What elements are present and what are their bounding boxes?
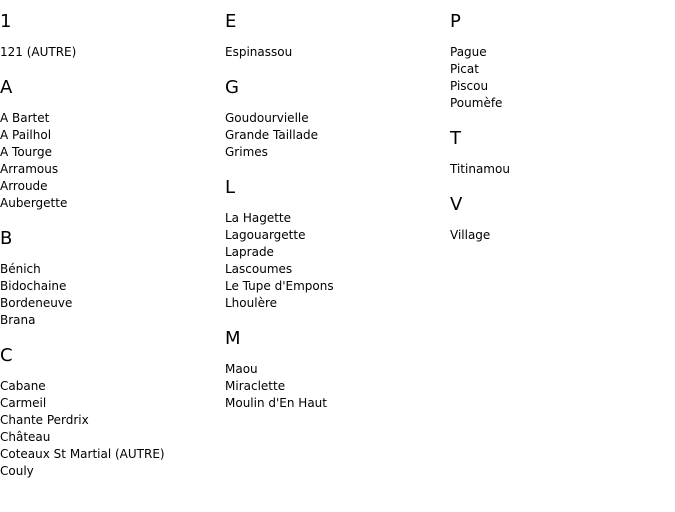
list-item[interactable]: Titinamou [450, 162, 510, 176]
list-item[interactable]: Village [450, 228, 491, 242]
group-heading: C [0, 345, 13, 366]
group-heading: M [225, 328, 241, 349]
list-item[interactable]: Espinassou [225, 45, 293, 59]
index-column-2 [225, 12, 445, 429]
list-item[interactable]: A Pailhol [0, 128, 52, 142]
list-item[interactable]: Grande Taillade [225, 128, 319, 142]
letter-group [450, 12, 670, 112]
list-item[interactable]: Bénich [0, 262, 41, 276]
list-item[interactable]: La Hagette [225, 211, 292, 225]
list-item[interactable]: Brana [0, 313, 36, 327]
list-item[interactable]: Bordeneuve [0, 296, 73, 310]
list-item[interactable]: Grimes [225, 145, 268, 159]
list-item[interactable]: Coteaux St Martial (AUTRE) [0, 447, 165, 461]
list-item[interactable]: Pague [450, 45, 487, 59]
list-item[interactable]: Piscou [450, 79, 489, 93]
group-heading: T [450, 128, 461, 149]
group-heading: L [225, 177, 236, 198]
list-item[interactable]: Moulin d'En Haut [225, 396, 327, 410]
list-item[interactable]: Carmeil [0, 396, 47, 410]
letter-group [450, 129, 670, 178]
list-item[interactable]: Goudourvielle [225, 111, 309, 125]
group-heading: E [225, 11, 237, 32]
list-item[interactable]: Arramous [0, 162, 59, 176]
group-heading: B [0, 228, 13, 249]
list-item[interactable]: Arroude [0, 179, 48, 193]
list-item[interactable]: Château [0, 430, 51, 444]
list-item[interactable]: Picat [450, 62, 479, 76]
index-column-3 [450, 12, 670, 261]
group-heading: 1 [0, 11, 12, 32]
list-item[interactable]: Lagouargette [225, 228, 306, 242]
list-item[interactable]: Chante Perdrix [0, 413, 89, 427]
list-item[interactable]: Laprade [225, 245, 274, 259]
list-item[interactable]: Le Tupe d'Empons [225, 279, 334, 293]
list-item[interactable]: A Bartet [0, 111, 50, 125]
letter-group [0, 78, 220, 212]
group-heading: G [225, 77, 239, 98]
list-item[interactable]: Aubergette [0, 196, 68, 210]
letter-group [225, 178, 445, 312]
list-item[interactable]: Poumèfe [450, 96, 503, 110]
letter-group [0, 229, 220, 329]
list-item[interactable]: Miraclette [225, 379, 286, 393]
list-item[interactable]: 121 (AUTRE) [0, 45, 77, 59]
letter-group [0, 12, 220, 61]
letter-group [225, 78, 445, 161]
letter-group [225, 12, 445, 61]
list-item[interactable]: Lascoumes [225, 262, 293, 276]
list-item[interactable]: Maou [225, 362, 258, 376]
group-heading: V [450, 194, 463, 215]
list-item[interactable]: Bidochaine [0, 279, 67, 293]
list-item[interactable]: Cabane [0, 379, 46, 393]
letter-group [225, 329, 445, 412]
list-item[interactable]: A Tourge [0, 145, 52, 159]
index-column-1 [0, 12, 220, 497]
group-heading: A [0, 77, 13, 98]
list-item[interactable]: Couly [0, 464, 34, 478]
list-item[interactable]: Lhoulère [225, 296, 278, 310]
letter-group [0, 346, 220, 480]
letter-group [450, 195, 670, 244]
group-heading: P [450, 11, 461, 32]
